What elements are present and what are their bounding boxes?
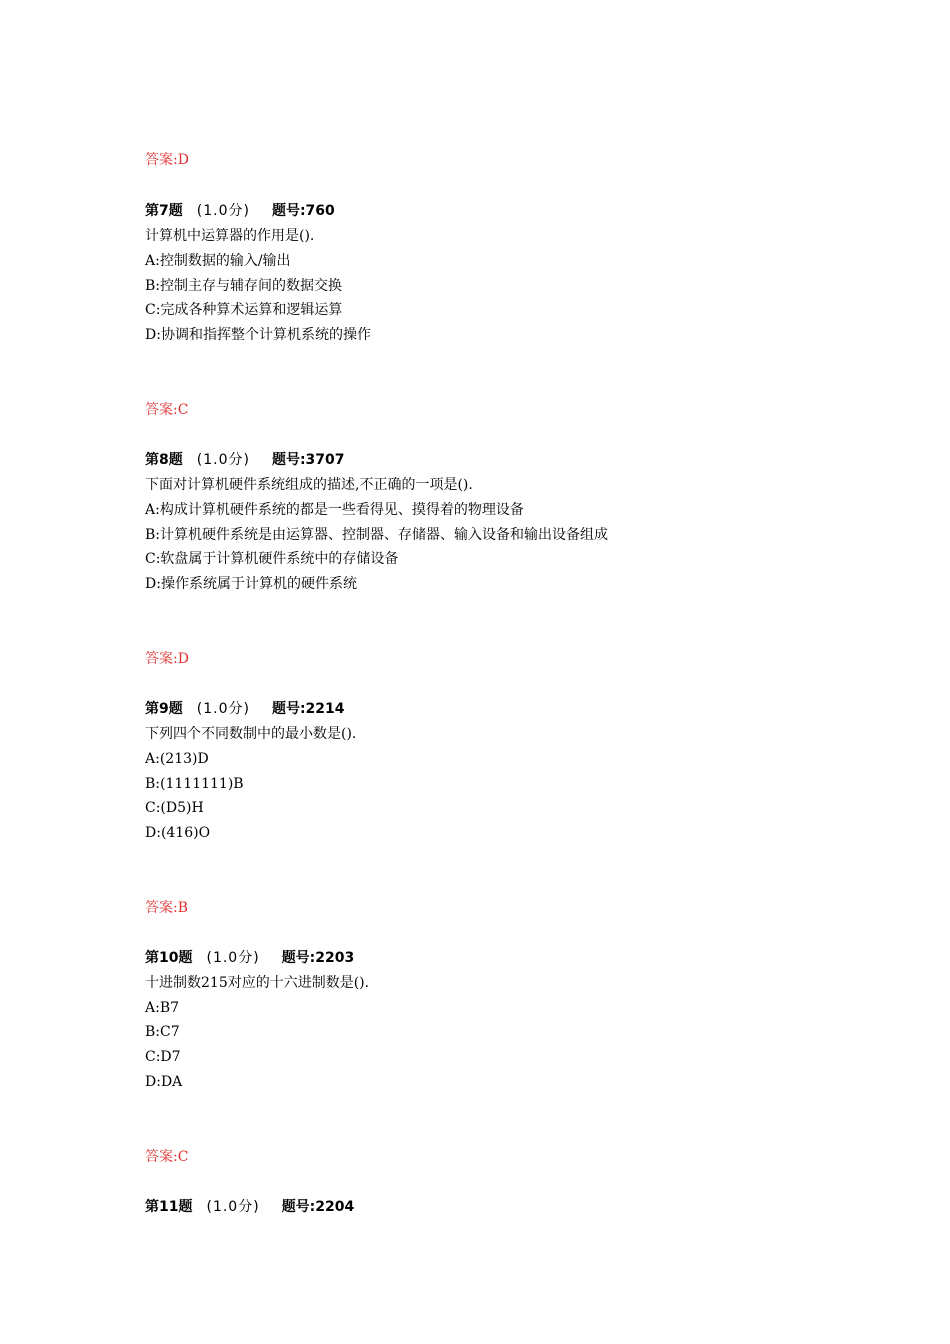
option-a: A:B7 xyxy=(145,1000,180,1016)
question-id: 题号:3707 xyxy=(271,452,345,468)
answer-label: 答案:D xyxy=(145,651,189,667)
option-c: C:D7 xyxy=(145,1049,181,1065)
question-score: (1.0分) xyxy=(196,452,250,468)
answer-label: 答案:B xyxy=(145,900,189,916)
question-number: 第9题 xyxy=(145,701,183,717)
option-b: B:控制主存与辅存间的数据交换 xyxy=(145,278,343,294)
question-id: 题号:760 xyxy=(271,203,335,219)
question-header xyxy=(145,699,345,719)
option-c: C:软盘属于计算机硬件系统中的存储设备 xyxy=(145,551,399,567)
question-number: 第8题 xyxy=(145,452,183,468)
option-b: B:(1111111)B xyxy=(145,776,244,792)
option-b: B:C7 xyxy=(145,1024,180,1040)
question-number: 第10题 xyxy=(145,950,193,966)
option-b: B:计算机硬件系统是由运算器、控制器、存储器、输入设备和输出设备组成 xyxy=(145,527,609,543)
option-d: D:操作系统属于计算机的硬件系统 xyxy=(145,576,357,592)
question-stem: 下列四个不同数制中的最小数是(). xyxy=(145,726,357,742)
question-stem: 下面对计算机硬件系统组成的描述,不正确的一项是(). xyxy=(145,477,473,493)
answer-label: 答案:D xyxy=(145,152,189,168)
question-id: 题号:2203 xyxy=(281,950,355,966)
option-c: C:(D5)H xyxy=(145,800,204,816)
question-header xyxy=(145,450,345,470)
option-a: A:控制数据的输入/输出 xyxy=(145,253,291,269)
question-id: 题号:2204 xyxy=(281,1199,355,1215)
question-stem: 十进制数215对应的十六进制数是(). xyxy=(145,975,370,991)
option-c: C:完成各种算术运算和逻辑运算 xyxy=(145,302,343,318)
option-d: D:(416)O xyxy=(145,825,211,841)
answer-label: 答案:C xyxy=(145,402,189,418)
option-d: D:DA xyxy=(145,1074,183,1090)
question-score: (1.0分) xyxy=(206,950,260,966)
option-a: A:构成计算机硬件系统的都是一些看得见、摸得着的物理设备 xyxy=(145,502,524,518)
question-score: (1.0分) xyxy=(206,1199,260,1215)
question-score: (1.0分) xyxy=(196,701,250,717)
question-number: 第11题 xyxy=(145,1199,193,1215)
question-header xyxy=(145,201,335,221)
option-a: A:(213)D xyxy=(145,751,209,767)
answer-label: 答案:C xyxy=(145,1149,189,1165)
question-header xyxy=(145,1197,354,1217)
question-number: 第7题 xyxy=(145,203,183,219)
question-id: 题号:2214 xyxy=(271,701,345,717)
question-stem: 计算机中运算器的作用是(). xyxy=(145,228,315,244)
question-score: (1.0分) xyxy=(196,203,250,219)
question-header xyxy=(145,948,354,968)
option-d: D:协调和指挥整个计算机系统的操作 xyxy=(145,327,371,343)
